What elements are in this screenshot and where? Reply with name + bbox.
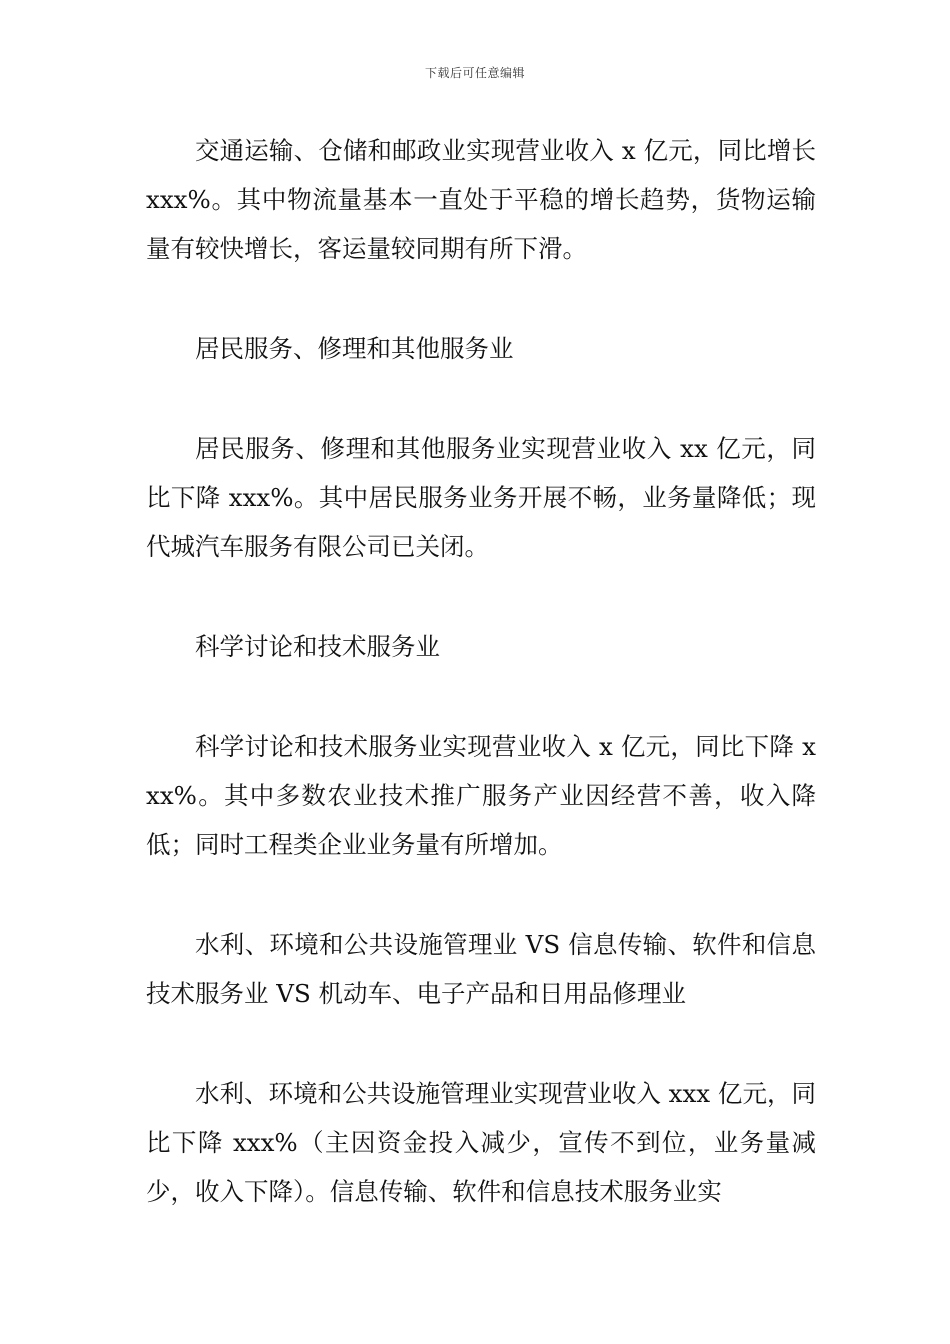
paragraph-resident-services: 居民服务、修理和其他服务业实现营业收入 xx 亿元，同比下降 xxx%。其中居民服务业务开展不畅，业务量降低；现代城汽车服务有限公司已关闭。 — [146, 434, 816, 561]
heading-water-it-repair: 水利、环境和公共设施管理业 VS 信息传输、软件和信息技术服务业 VS 机动车、电子产品和日用品修理业 — [146, 930, 816, 1008]
paragraph-science-tech: 科学讨论和技术服务业实现营业收入 x 亿元，同比下降 xxx%。其中多数农业技术推广服务产业因经营不善，收入降低；同时工程类企业业务量有所增加。 — [146, 732, 816, 859]
paragraph-transport: 交通运输、仓储和邮政业实现营业收入 x 亿元，同比增长 xxx%。其中物流量基本一直处于平稳的增长趋势，货物运输量有较快增长，客运量较同期有所下滑。 — [146, 136, 816, 263]
header-note: 下载后可任意编辑 — [424, 66, 525, 80]
paragraph-gap — [146, 373, 816, 424]
document-body — [146, 126, 816, 1216]
heading-science-tech: 科学讨论和技术服务业 — [195, 632, 440, 661]
heading-resident-services: 居民服务、修理和其他服务业 — [195, 334, 514, 363]
paragraph-water-environment: 水利、环境和公共设施管理业实现营业收入 xxx 亿元，同比下降 xxx%（主因资金投入减少，宣传不到位，业务量减少，收入下降）。信息传输、软件和信息技术服务业实 — [146, 1079, 816, 1206]
paragraph-gap — [146, 571, 816, 622]
paragraph-gap — [146, 869, 816, 920]
paragraph-gap — [146, 1018, 816, 1069]
paragraph-gap — [146, 273, 816, 324]
paragraph-gap — [146, 671, 816, 722]
